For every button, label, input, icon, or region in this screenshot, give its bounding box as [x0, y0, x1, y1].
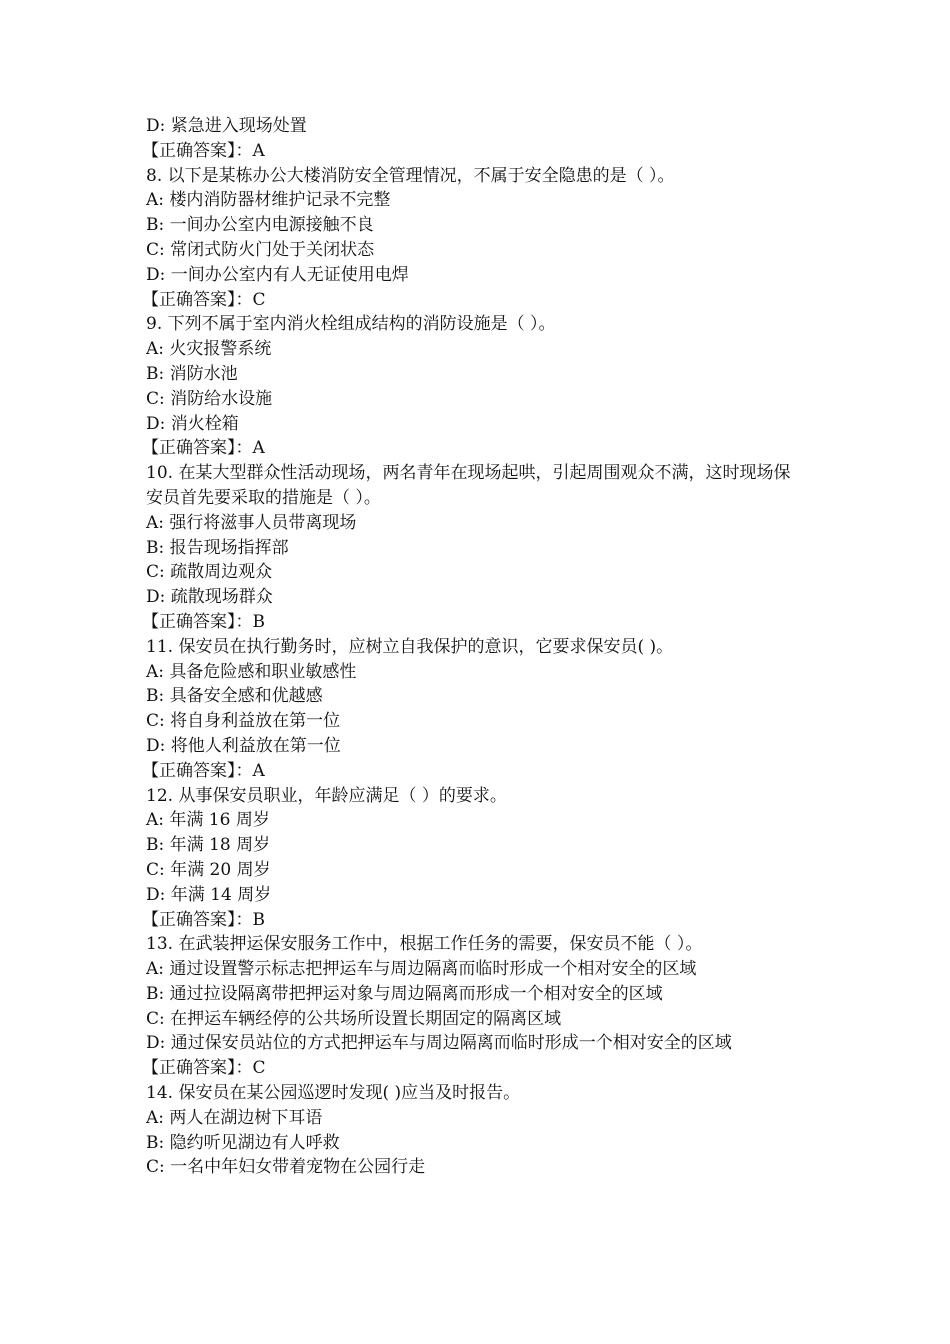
- correct-answer: 【正确答案】：A: [142, 760, 265, 781]
- answer-option: B: 消防水池: [146, 363, 238, 384]
- answer-option: C: 疏散周边观众: [146, 562, 273, 583]
- correct-answer: 【正确答案】：A: [142, 438, 265, 459]
- correct-answer: 【正确答案】：C: [142, 289, 266, 310]
- answer-option: D: 紧急进入现场处置: [146, 116, 307, 136]
- answer-option: D: 年满 14 周岁: [146, 884, 272, 905]
- answer-option: A: 楼内消防器材维护记录不完整: [146, 190, 391, 211]
- answer-option: C: 一名中年妇女带着宠物在公园行走: [146, 1157, 426, 1178]
- answer-option: A: 两人在湖边树下耳语: [146, 1107, 323, 1128]
- answer-option: C: 在押运车辆经停的公共场所设置长期固定的隔离区域: [146, 1008, 562, 1029]
- answer-option: C: 消防给水设施: [146, 388, 273, 409]
- answer-option: B: 年满 18 周岁: [146, 835, 271, 856]
- question-text: 10. 在某大型群众性活动现场，两名青年在现场起哄，引起周围观众不满，这时现场保安员首先要采取的措施是（ ）。: [146, 463, 791, 508]
- question-text: 8. 以下是某栋办公大楼消防安全管理情况，不属于安全隐患的是（ ）。: [146, 165, 675, 186]
- correct-answer: 【正确答案】：A: [142, 140, 265, 161]
- answer-option: A: 通过设置警示标志把押运车与周边隔离而临时形成一个相对安全的区域: [146, 959, 697, 980]
- answer-option: D: 疏散现场群众: [146, 587, 273, 608]
- answer-option: A: 火灾报警系统: [146, 339, 272, 360]
- answer-option: C: 常闭式防火门处于关闭状态: [146, 239, 375, 260]
- answer-option: D: 消火栓箱: [146, 413, 239, 434]
- correct-answer: 【正确答案】：B: [142, 909, 265, 930]
- answer-option: C: 年满 20 周岁: [146, 859, 271, 880]
- question-text: 9. 下列不属于室内消火栓组成结构的消防设施是（ ）。: [146, 314, 556, 335]
- answer-option: B: 一间办公室内电源接触不良: [146, 215, 374, 236]
- question-text: 12. 从事保安员职业，年龄应满足（ ）的要求。: [146, 785, 507, 806]
- answer-option: B: 具备安全感和优越感: [146, 686, 323, 707]
- question-list: [142, 114, 806, 1180]
- question-text: 14. 保安员在某公园巡逻时发现( )应当及时报告。: [146, 1083, 521, 1104]
- answer-option: B: 报告现场指挥部: [146, 537, 289, 558]
- answer-option: B: 隐约听见湖边有人呼救: [146, 1132, 340, 1153]
- correct-answer: 【正确答案】：C: [142, 1058, 266, 1079]
- answer-option: B: 通过拉设隔离带把押运对象与周边隔离而形成一个相对安全的区域: [146, 983, 663, 1004]
- correct-answer: 【正确答案】：B: [142, 611, 265, 632]
- answer-option: A: 具备危险感和职业敏感性: [146, 661, 357, 682]
- question-text: 11. 保安员在执行勤务时，应树立自我保护的意识，它要求保安员( )。: [146, 636, 674, 657]
- answer-option: D: 将他人利益放在第一位: [146, 735, 341, 756]
- question-text: 13. 在武装押运保安服务工作中，根据工作任务的需要，保安员不能（ ）。: [146, 934, 703, 955]
- answer-option: D: 通过保安员站位的方式把押运车与周边隔离而临时形成一个相对安全的区域: [146, 1033, 732, 1054]
- answer-option: A: 强行将滋事人员带离现场: [146, 512, 357, 533]
- answer-option: C: 将自身利益放在第一位: [146, 711, 341, 732]
- answer-option: A: 年满 16 周岁: [146, 810, 270, 831]
- answer-option: D: 一间办公室内有人无证使用电焊: [146, 264, 409, 285]
